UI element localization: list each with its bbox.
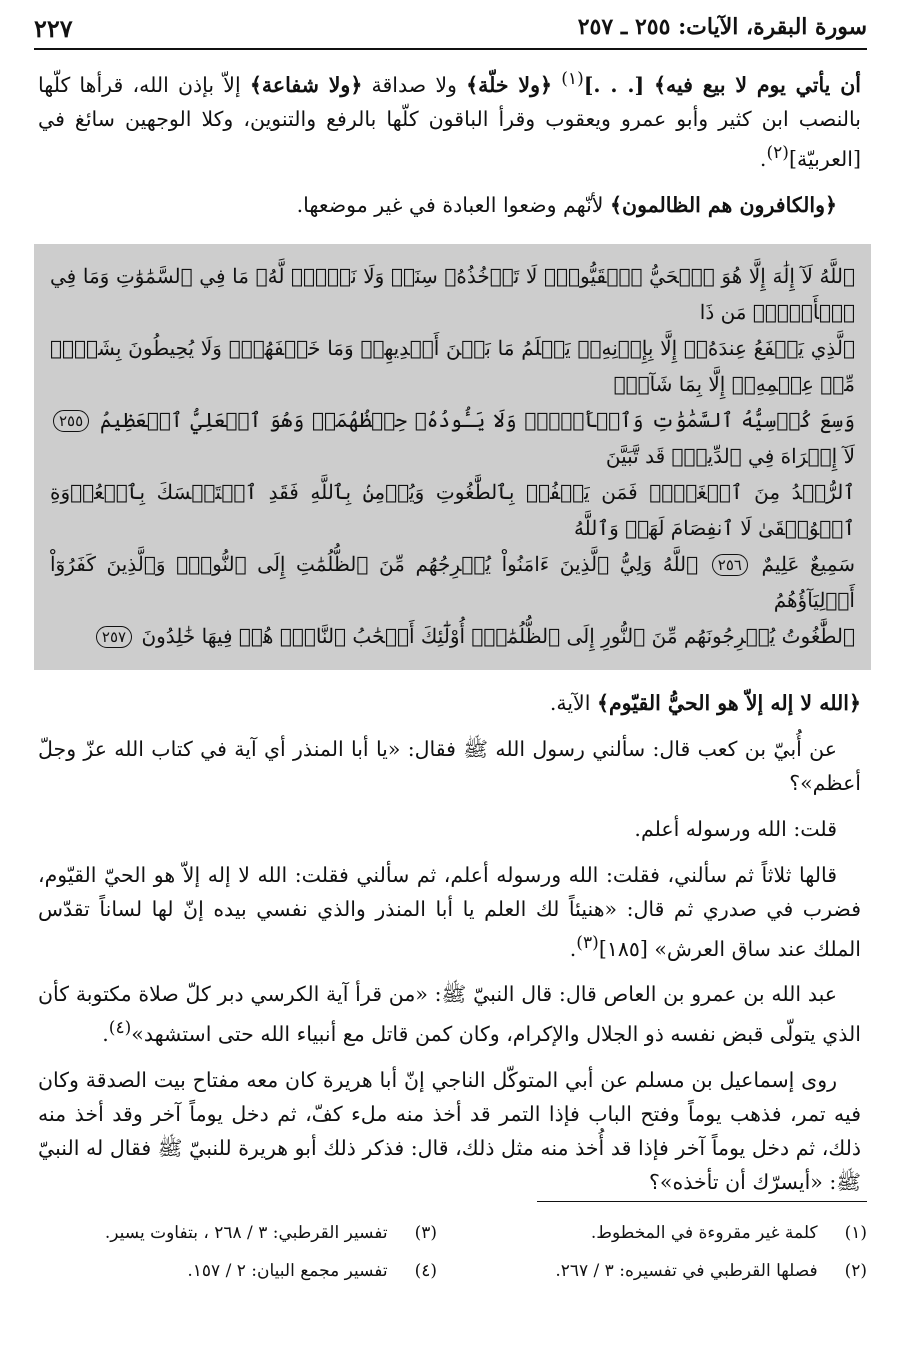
verse-line-3a: وَسِعَ كُرۡسِيُّهُ ٱلسَّمَٰوَٰتِ وَٱلۡأَرۡضَۖ وَلَا يَـُٔودُهُۥ حِفۡظُهُمَاۚ وَهُوَ ٱلۡعَلِيُّ ٱلۡعَظِيمُ (99, 407, 855, 432)
footnote-ref-1: (١) (561, 69, 584, 89)
verse-number-257: ٢٥٧ (96, 626, 132, 648)
footnote-2 (467, 1252, 867, 1290)
footnote-number: (١) (844, 1223, 867, 1243)
footnote-ref-3: (٣) (576, 932, 599, 953)
paragraph-6 (38, 858, 861, 966)
period: . (759, 146, 767, 171)
footnote-divider (537, 1201, 867, 1202)
verse-line-3b: لَآ إِكۡرَاهَ فِي ٱلدِّينِۖ قَد تَّبَيَّنَ (605, 443, 855, 468)
paragraph-1-rest: إلاّ بإذن الله، قرأها كلّها بالنصب ابن كثير وأبو عمرو ويعقوب وقرأ الباقون كلّها بالرفع والتنوين، وكلا الوجهين سائغ في [العربيّة] (38, 72, 861, 171)
quote-3: ﴿ولا شفاعة﴾ (249, 72, 363, 97)
footnotes-column-left (37, 1214, 437, 1290)
paragraph-3-rest: الآية. (549, 690, 591, 715)
verse-line-1: ٱللَّهُ لَآ إِلَٰهَ إِلَّا هُوَ ٱلۡحَيُّ ٱلۡقَيُّومُۚ لَا تَأۡخُذُهُۥ سِنَةٞ وَلَا نَوۡمٞۚ لَّهُۥ مَا فِي ٱلسَّمَٰوَٰتِ وَمَا فِي ٱلۡأَرۡضِۗ مَن ذَا (50, 263, 855, 324)
verse-line-4: ٱلرُّشۡدُ مِنَ ٱلۡغَيِّۚ فَمَن يَكۡفُرۡ بِٱلطَّٰغُوتِ وَيُؤۡمِنۢ بِٱللَّهِ فَقَدِ ٱسۡتَمۡسَكَ بِٱلۡعُرۡوَةِ ٱلۡوُثۡقَىٰ لَا ٱنفِصَامَ لَهَاۗ وَٱللَّهُ (50, 479, 855, 540)
paragraph-7 (38, 977, 861, 1051)
footnote-text: تفسير مجمع البيان: ٢ / ١٥٧. (187, 1261, 388, 1281)
quote-1: أن يأتي يوم لا بيع فيه﴾ [. . .] (583, 72, 861, 97)
footnote-4 (37, 1252, 437, 1290)
main-text (38, 62, 861, 1199)
quran-verses-block (34, 244, 871, 670)
footnote-number: (٤) (414, 1261, 437, 1281)
verse-line-5 (50, 546, 855, 618)
paragraph-1-mid: ولا صداقة (371, 72, 457, 97)
paragraph-5: قلت: الله ورسوله أعلم. (634, 816, 837, 841)
surah-title: سورة البقرة، الآيات: ٢٥٥ ـ ٢٥٧ (577, 14, 867, 40)
page-number: ٢٢٧ (34, 14, 73, 43)
verse-number-255: ٢٥٥ (53, 410, 89, 432)
paragraph-2 (38, 188, 861, 222)
footnote-1 (467, 1214, 867, 1252)
verse-line-2: ٱلَّذِي يَشۡفَعُ عِندَهُۥٓ إِلَّا بِإِذۡنِهِۦۚ يَعۡلَمُ مَا بَيۡنَ أَيۡدِيهِمۡ وَمَا خَلۡفَهُمۡۖ وَلَا يُحِيطُونَ بِشَيۡءٖ مِّنۡ عِلۡمِهِۦٓ إِلَّا بِمَا شَآءَۚ (50, 335, 855, 396)
paragraph-7-text: عبد الله بن عمرو بن العاص قال: قال النبيّ ﷺ: «من قرأ آية الكرسي دبر كلّ صلاة مكتوبة كأن الذي يتولّى قبض نفسه ذو الجلال والإكرام، وكان كمن قاتل مع أنبياء الله حتى استشهد» (38, 982, 861, 1047)
verse-line-6 (50, 618, 855, 654)
paragraph-1 (38, 62, 861, 176)
quote-4: ﴿والكافرون هم الظالمون﴾ (610, 192, 837, 217)
footnotes-column-right (467, 1214, 867, 1290)
footnote-text: فصلها القرطبي في تفسيره: ٣ / ٢٦٧. (555, 1261, 818, 1281)
footnote-number: (٣) (414, 1223, 437, 1243)
verse-number-256: ٢٥٦ (712, 554, 748, 576)
footnote-number: (٢) (844, 1261, 867, 1281)
paragraph-6-text: قالها ثلاثاً ثم سألني، فقلت: الله ورسوله أعلم، ثم سألني فقلت: الله لا إله إلاّ هو الحيّ القيّوم، فضرب في صدري ثم قال: «هنيئاً لك العلم يا أبا المنذر والذي نفسي بيده إنّ لها لساناً تقدّس الملك عند ساق العرش» [١٨٥] (38, 862, 861, 961)
quote-2: ﴿ولا خلّة﴾ (466, 72, 553, 97)
quote-5: ﴿الله لا إله إلاّ هو الحيُّ القيّوم﴾ (596, 690, 861, 715)
footnote-ref-4: (٤) (108, 1018, 132, 1039)
running-header (34, 14, 867, 50)
period: . (102, 1022, 109, 1047)
verse-line-5b: ٱللَّهُ وَلِيُّ ٱلَّذِينَ ءَامَنُواْ يُخۡرِجُهُم مِّنَ ٱلظُّلُمَٰتِ إِلَى ٱلنُّورِۖ وَٱلَّذِينَ كَفَرُوٓاْ أَوۡلِيَآؤُهُمُ (50, 551, 855, 612)
footnote-text: تفسير القرطبي: ٣ / ٢٦٨ ، بتفاوت يسير. (104, 1223, 388, 1243)
verse-line-3 (50, 402, 855, 474)
verse-line-5a: سَمِيعٌ عَلِيمٌ (761, 551, 856, 576)
period: . (569, 936, 577, 961)
paragraph-3 (38, 686, 861, 720)
footnote-ref-2: (٢) (766, 142, 789, 163)
footnote-3 (37, 1214, 437, 1252)
paragraph-4: عن أُبيّ بن كعب قال: سألني رسول الله ﷺ فقال: «يا أبا المنذر أي آية في كتاب الله عزّ وجلّ أعظم»؟ (38, 736, 861, 795)
verse-line-6-text: ٱلطَّٰغُوتُ يُخۡرِجُونَهُم مِّنَ ٱلنُّورِ إِلَى ٱلظُّلُمَٰتِۗ أُوْلَٰٓئِكَ أَصۡحَٰبُ ٱلنَّارِۖ هُمۡ فِيهَا خَٰلِدُونَ (141, 623, 855, 648)
paragraph-8: روى إسماعيل بن مسلم عن أبي المتوكّل الناجي إنّ أبا هريرة كان معه مفتاح بيت الصدقة وكان فيه تمر، فذهب يوماً وفتح الباب فإذا التمر قد أخذ منه ملء كفّ، ثم دخل يوماً آخر وقد أخذ منه ذلك، ثم دخل يوماً آخر فإذا قد أُخذ منه مثل ذلك، قال: فذكر ذلك أبو هريرة للنبيّ ﷺ فقال له النبيّ ﷺ: «أيسرّك أن تأخذه»؟ (38, 1068, 861, 1195)
paragraph-2-rest: لأنّهم وضعوا العبادة في غير موضعها. (296, 192, 604, 217)
footnote-text: كلمة غير مقروءة في المخطوط. (590, 1223, 818, 1243)
